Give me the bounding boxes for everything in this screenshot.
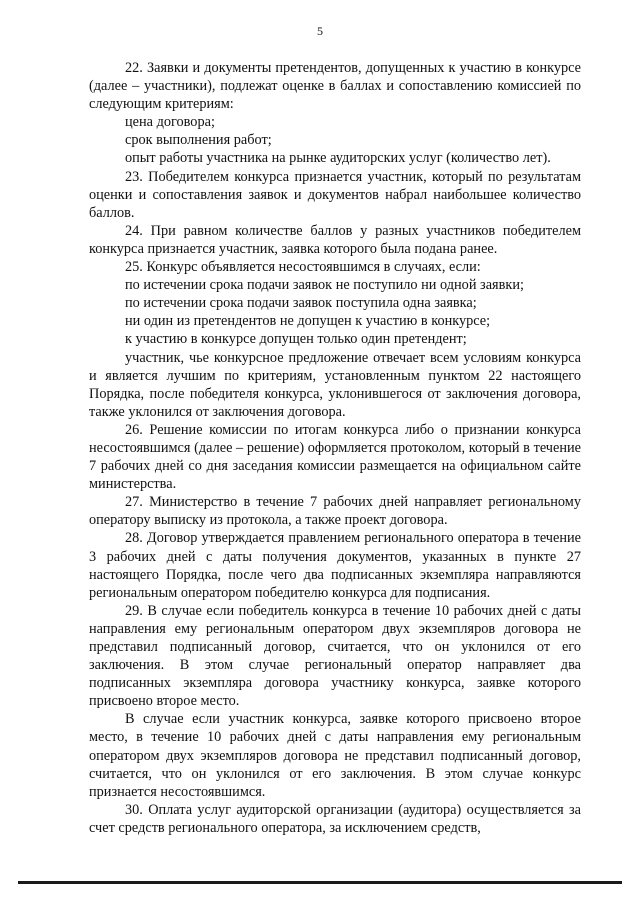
paragraph: 27. Министерство в течение 7 рабочих дней направляет региональному оператору выписку из протокола, а также проект договора. [89, 494, 581, 529]
list-item: ни один из претендентов не допущен к участию в конкурсе; [125, 313, 491, 330]
list-item: цена договора; [125, 114, 215, 131]
list-item: по истечении срока подачи заявок поступила одна заявка; [125, 295, 477, 312]
paragraph: 30. Оплата услуг аудиторской организации (аудитора) осуществляется за счет средств регионального оператора, за исключением средств, [89, 801, 581, 836]
paragraph: 24. При равном количестве баллов у разных участников победителем конкурса признается участник, заявка которого была подана ранее. [89, 222, 581, 257]
page-number: 5 [317, 24, 323, 38]
list-item: срок выполнения работ; [125, 132, 272, 149]
list-item: к участию в конкурсе допущен только один претендент; [125, 331, 467, 348]
paragraph: В случае если участник конкурса, заявке которого присвоено второе место, в течение 10 рабочих дней с даты направления ему региональным оператором двух экземпляров договора не представил подписанный договор, считается, что он уклонился от его заключения. В этом случае конкурс признается несостоявшимся. [89, 711, 581, 800]
list-item: опыт работы участника на рынке аудиторских услуг (количество лет). [125, 150, 551, 167]
paragraph: 28. Договор утверждается правлением регионального оператора в течение 3 рабочих дней с даты получения документов, указанных в пункте 27 настоящего Порядка, после чего два подписанных экземпляра направляются региональным оператором победителю конкурса для подписания. [89, 530, 581, 601]
list-item: по истечении срока подачи заявок не поступило ни одной заявки; [125, 277, 524, 294]
document-body [89, 59, 581, 837]
paragraph: 25. Конкурс объявляется несостоявшимся в случаях, если: [125, 259, 481, 276]
paragraph: 22. Заявки и документы претендентов, допущенных к участию в конкурсе (далее – участники), подлежат оценке в баллах и сопоставлению комиссией по следующим критериям: [89, 60, 581, 113]
paragraph: 26. Решение комиссии по итогам конкурса либо о признании конкурса несостоявшимся (далее – решение) оформляется протоколом, который в течение 7 рабочих дней со дня заседания комиссии размещается на официальном сайте министерства. [89, 421, 581, 493]
paragraph: 23. Победителем конкурса признается участник, который по результатам оценки и сопоставления заявок и документов набрал наибольшее количество баллов. [89, 168, 581, 221]
paragraph: 29. В случае если победитель конкурса в течение 10 рабочих дней с даты направления ему региональным оператором двух экземпляров договора не представил подписанный договор, считается, что он уклонился от его заключения. В этом случае региональный оператор направляет два подписанных экземпляра договора участнику конкурса, заявке которого присвоено второе место. [89, 602, 581, 710]
paragraph: участник, чье конкурсное предложение отвечает всем условиям конкурса и является лучшим по критериям, установленным пунктом 22 настоящего Порядка, после победителя конкурса, уклонившегося от заключения договора, также уклонился от заключения договора. [89, 349, 581, 420]
page-bottom-rule [18, 881, 622, 884]
